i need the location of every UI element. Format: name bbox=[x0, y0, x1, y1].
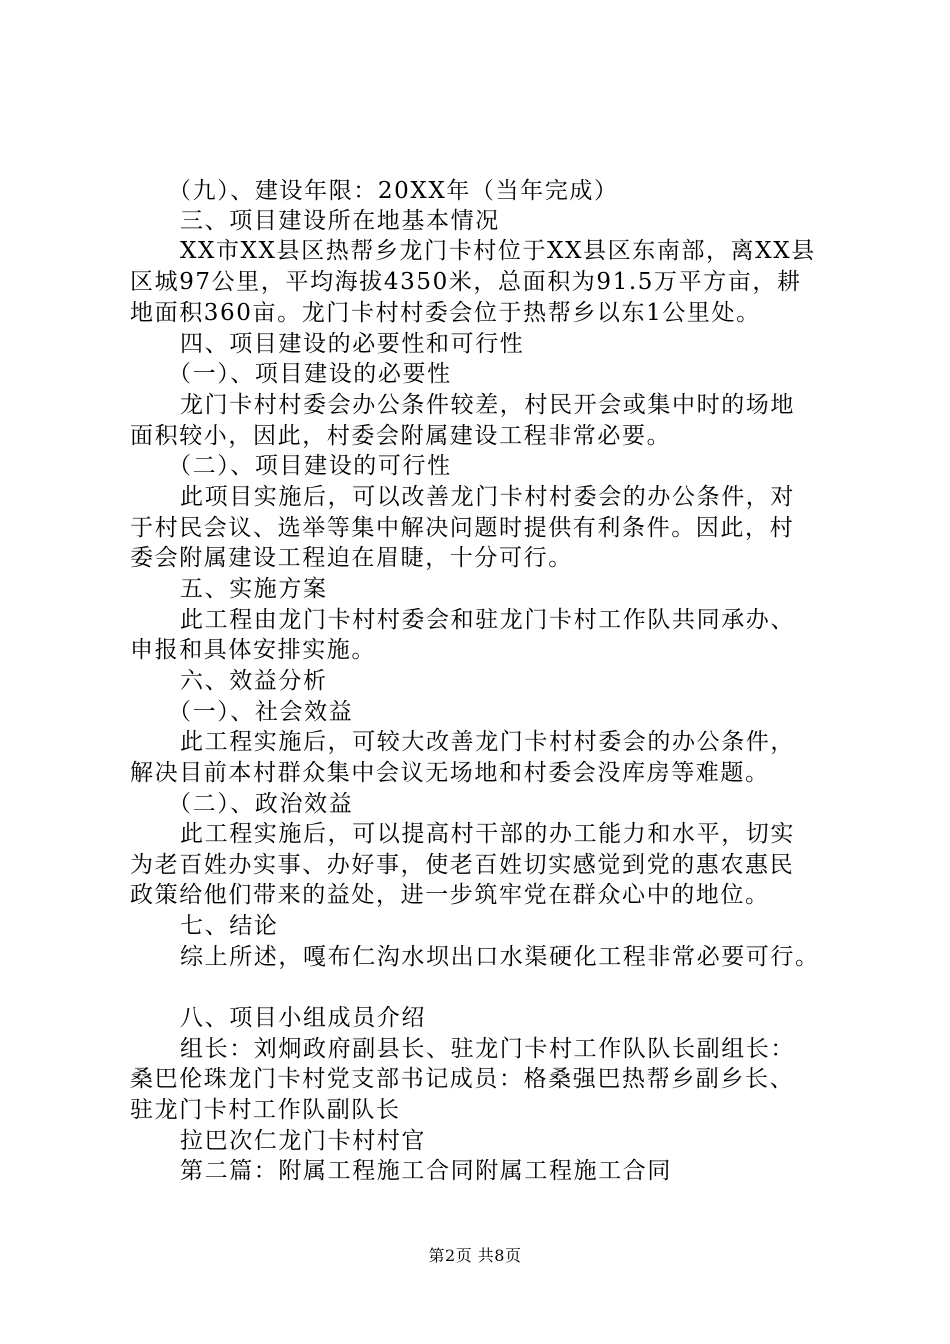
text-line: （一）、项目建设的必要性 bbox=[168, 361, 452, 387]
text-line: 第二篇：附属工程施工合同附属工程施工合同 bbox=[180, 1158, 672, 1184]
text-line: 组长：刘炯政府副县长、驻龙门卡村工作队队长副组长： bbox=[180, 1036, 795, 1062]
text-line: 桑巴伦珠龙门卡村党支部书记成员：格桑强巴热帮乡副乡长、 bbox=[130, 1066, 795, 1092]
text-line: 为老百姓办实事、办好事，使老百姓切实感觉到党的惠农惠民 bbox=[130, 852, 795, 878]
text-line: 拉巴次仁龙门卡村村官 bbox=[180, 1128, 426, 1154]
text-line: 此工程实施后，可较大改善龙门卡村村委会的办公条件， bbox=[180, 729, 795, 755]
text-line: 此项目实施后，可以改善龙门卡村村委会的办公条件，对 bbox=[180, 484, 795, 510]
text-line: 此工程实施后，可以提高村干部的办工能力和水平，切实 bbox=[180, 821, 795, 847]
text-line: 七、结论 bbox=[180, 913, 279, 939]
text-line: 三、项目建设所在地基本情况 bbox=[180, 208, 500, 234]
text-line: 地面积360亩。龙门卡村村委会位于热帮乡以东1公里处。 bbox=[130, 300, 761, 326]
text-line: 于村民会议、选举等集中解决问题时提供有利条件。因此，村 bbox=[130, 515, 795, 541]
text-line: 政策给他们带来的益处，进一步筑牢党在群众心中的地位。 bbox=[130, 882, 770, 908]
text-line: 八、项目小组成员介绍 bbox=[180, 1005, 426, 1031]
text-line: （一）、社会效益 bbox=[168, 699, 354, 725]
text-line: 此工程由龙门卡村村委会和驻龙门卡村工作队共同承办、 bbox=[180, 607, 795, 633]
text-line: 解决目前本村群众集中会议无场地和村委会没库房等难题。 bbox=[130, 760, 770, 786]
page-number-footer: 第2页 共8页 bbox=[428, 1246, 522, 1265]
text-line: 龙门卡村村委会办公条件较差，村民开会或集中时的场地 bbox=[180, 392, 795, 418]
text-line: 综上所述，嘎布仁沟水坝出口水渠硬化工程非常必要可行。 bbox=[180, 944, 820, 970]
text-line: 委会附属建设工程迫在眉睫，十分可行。 bbox=[130, 545, 573, 571]
text-line: XX市XX县区热帮乡龙门卡村位于XX县区东南部，离XX县 bbox=[180, 238, 816, 264]
text-line: 区城97公里，平均海拔4350米，总面积为91.5万平方亩，耕 bbox=[130, 269, 802, 295]
text-line: 面积较小，因此，村委会附属建设工程非常必要。 bbox=[130, 423, 672, 449]
text-line: （二）、政治效益 bbox=[168, 791, 354, 817]
text-line: 五、实施方案 bbox=[180, 576, 328, 602]
text-line: （九）、建设年限：20XX年（当年完成） bbox=[168, 178, 619, 204]
text-line: 申报和具体安排实施。 bbox=[130, 637, 376, 663]
text-line: 驻龙门卡村工作队副队长 bbox=[130, 1097, 401, 1123]
text-line: （二）、项目建设的可行性 bbox=[168, 453, 452, 479]
text-line: 四、项目建设的必要性和可行性 bbox=[180, 331, 525, 357]
text-line: 六、效益分析 bbox=[180, 668, 328, 694]
